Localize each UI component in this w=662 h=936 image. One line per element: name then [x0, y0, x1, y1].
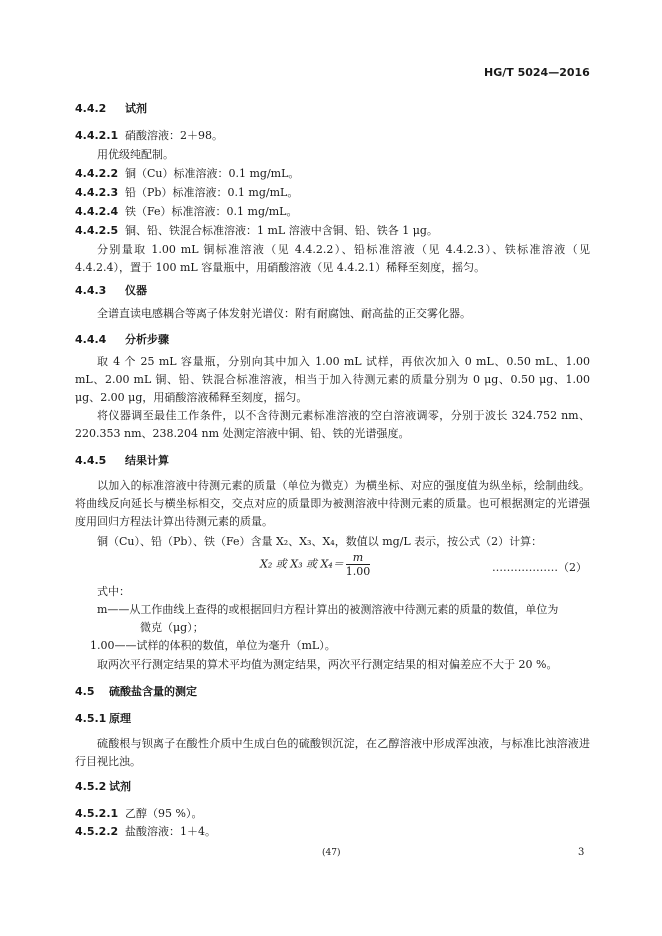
section-4-4-5-paragraph-3: 取两次平行测定结果的算术平均值为测定结果，两次平行测定结果的相对偏差应不大于 20 %。: [97, 658, 558, 671]
section-number: 4.4.4: [75, 333, 107, 346]
section-heading-4-5-2: [75, 779, 131, 795]
section-number: 4.4.3: [75, 284, 107, 297]
formula-fraction: [346, 551, 371, 578]
clause-4-4-2-5-body: 分别量取 1.00 mL 铜标准溶液（见 4.4.2.2）、铅标准溶液（见 4.4.2.3）、铁标准溶液（见 4.4.2.4），置于 100 mL 容量瓶中，用硝酸溶液（见 4.4.2.1）稀释至刻度，摇匀。: [75, 243, 590, 274]
formula-lhs: X₂ 或 X₃ 或 X₄＝: [260, 557, 344, 571]
clause-number: 4.4.2.1: [75, 129, 119, 142]
clause-text: 乙醇（95 %）。: [125, 807, 203, 820]
formula-number: ………………（2）: [492, 561, 587, 574]
clause-number: 4.5.2.1: [75, 807, 119, 820]
definition-m-continued: 微克（μg）；: [140, 621, 204, 634]
formula-2: [260, 551, 370, 578]
clause-4-4-2-3: [75, 185, 298, 201]
formula-numerator: m: [346, 551, 371, 565]
section-4-4-4-paragraph-1: 取 4 个 25 mL 容量瓶，分别向其中加入 1.00 mL 试样，再依次加入 0 mL、0.50 mL、1.00 mL、2.00 mL 铜、铅、铁混合标准溶液，相当于加入待测元素的质量分别为 0 μg、0.50 μg、1.00 μg、2.00 μg，用硝酸溶液稀释至刻度，摇匀。: [75, 355, 590, 404]
clause-4-4-2-5: [75, 223, 438, 239]
clause-number: 4.5.2.2: [75, 825, 119, 838]
section-heading-4-4-4: [75, 332, 169, 348]
section-number: 4.5.1: [75, 712, 107, 725]
section-title: 硫酸盐含量的测定: [109, 685, 197, 698]
clause-text: 铜、铅、铁混合标准溶液：1 mL 溶液中含铜、铅、铁各 1 μg。: [125, 224, 438, 237]
section-heading-4-5: [75, 684, 197, 700]
section-heading-4-5-1: [75, 711, 131, 727]
clause-4-4-2-4: [75, 204, 297, 220]
clause-text: 铜（Cu）标准溶液：0.1 mg/mL。: [125, 167, 300, 180]
clause-4-4-2-1: [75, 128, 223, 144]
clause-number: 4.4.2.3: [75, 186, 119, 199]
clause-4-5-2-2: [75, 824, 216, 840]
section-4-4-3-body: 全谱直读电感耦合等离子体发射光谱仪：附有耐腐蚀、耐高盐的正交雾化器。: [97, 307, 471, 320]
clause-4-4-2-2: [75, 166, 299, 182]
section-title: 仪器: [125, 284, 147, 297]
section-4-5-1-body: 硫酸根与钡离子在酸性介质中生成白色的硫酸钡沉淀，在乙醇溶液中形成浑浊液，与标准比浊溶液进行目视比浊。: [75, 737, 590, 768]
clause-text: 铅（Pb）标准溶液：0.1 mg/mL。: [125, 186, 299, 199]
footer-page-number: 3: [578, 847, 585, 858]
clause-text: 硝酸溶液：2＋98。: [125, 129, 223, 142]
clause-text: 盐酸溶液：1＋4。: [125, 825, 216, 838]
clause-number: 4.4.2.2: [75, 167, 119, 180]
clause-number: 4.4.2.4: [75, 205, 119, 218]
section-title: 原理: [109, 712, 131, 725]
clause-note: 用优级纯配制。: [97, 148, 174, 161]
section-number: 4.4.5: [75, 454, 107, 467]
section-title: 结果计算: [125, 454, 169, 467]
clause-number: 4.4.2.5: [75, 224, 119, 237]
definition-volume: 1.00——试样的体积的数值，单位为毫升（mL）。: [90, 639, 336, 652]
section-title: 分析步骤: [125, 333, 169, 346]
section-4-4-5-paragraph-2: 铜（Cu）、铅（Pb）、铁（Fe）含量 X₂、X₃、X₄，数值以 mg/L 表示，按公式（2）计算：: [97, 535, 543, 548]
section-number: 4.5: [75, 685, 95, 698]
section-number: 4.5.2: [75, 780, 107, 793]
section-4-4-4-paragraph-2: 将仪器调至最佳工作条件，以不含待测元素标准溶液的空白溶液调零，分别于波长 324.752 nm、220.353 nm、238.204 nm 处测定溶液中铜、铅、铁的光谱强度。: [75, 409, 590, 440]
section-number: 4.4.2: [75, 102, 107, 115]
standard-code: HG/T 5024—2016: [484, 66, 590, 79]
section-heading-4-4-2: [75, 101, 147, 117]
section-title: 试剂: [125, 102, 147, 115]
formula-denominator: 1.00: [345, 565, 371, 578]
section-heading-4-4-5: [75, 453, 169, 469]
where-label: 式中：: [97, 585, 130, 598]
section-4-4-5-paragraph-1: 以加入的标准溶液中待测元素的质量（单位为微克）为横坐标、对应的强度值为纵坐标，绘制曲线。将曲线反向延长与横坐标相交，交点对应的质量即为被测溶液中待测元素的质量。也可根据测定的光谱强度用回归方程法计算出待测元素的质量。: [75, 479, 590, 528]
definition-m: m——从工作曲线上查得的或根据回归方程计算出的被测溶液中待测元素的质量的数值，单位为: [97, 603, 559, 616]
clause-text: 铁（Fe）标准溶液：0.1 mg/mL。: [125, 205, 298, 218]
clause-4-5-2-1: [75, 806, 202, 822]
footer-page-number-center: (47): [322, 848, 341, 858]
section-heading-4-4-3: [75, 283, 147, 299]
section-title: 试剂: [109, 780, 131, 793]
